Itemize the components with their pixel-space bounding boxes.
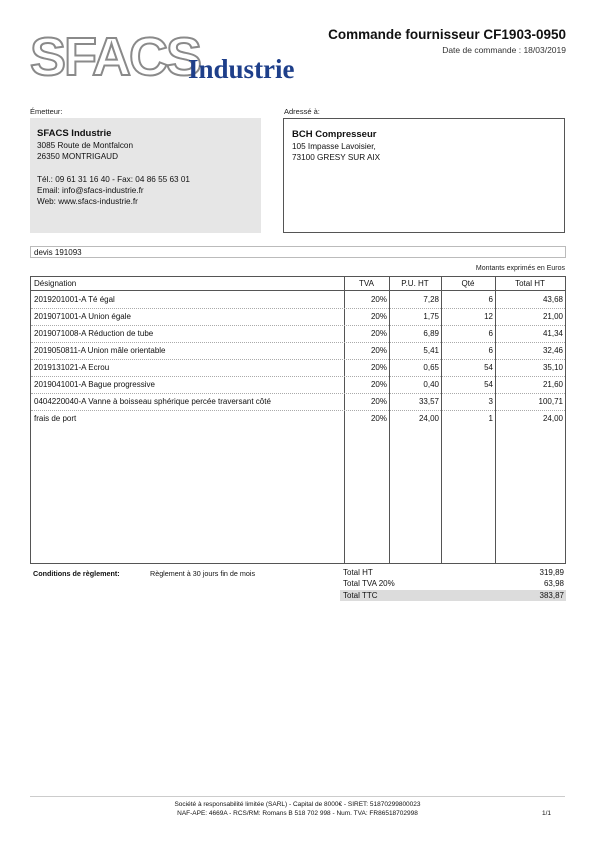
table-row xyxy=(31,325,565,343)
footer-legal-line1: Société à responsabilité limitée (SARL) - Capital de 8000€ - SIRET: 51870299800023 xyxy=(174,801,421,808)
emitter-address-line1: 3085 Route de Montfalcon xyxy=(37,141,134,150)
cell-total: 35,10 xyxy=(542,363,563,372)
cell-unit-price: 1,75 xyxy=(423,312,439,321)
total-ht-value: 319,89 xyxy=(539,568,564,577)
emitter-web: Web: www.sfacs-industrie.fr xyxy=(37,197,138,206)
cell-tva: 20% xyxy=(370,346,387,355)
table-row xyxy=(31,393,565,411)
footer-divider xyxy=(30,796,565,797)
col-header-quantity: Qté xyxy=(461,279,475,288)
payment-conditions-label: Conditions de règlement: xyxy=(33,569,120,578)
cell-total: 32,46 xyxy=(542,346,563,355)
cell-total: 41,34 xyxy=(542,329,563,338)
total-tva-label: Total TVA 20% xyxy=(343,579,395,588)
col-header-designation: Désignation xyxy=(34,279,77,288)
cell-quantity: 54 xyxy=(484,380,493,389)
recipient-address-line1: 105 Impasse Lavoisier, xyxy=(292,142,376,151)
cell-designation: 2019071001-A Union égale xyxy=(34,312,131,321)
cell-tva: 20% xyxy=(370,380,387,389)
items-table xyxy=(30,276,566,564)
cell-unit-price: 0,40 xyxy=(423,380,439,389)
cell-unit-price: 33,57 xyxy=(418,397,439,406)
footer-legal-line2: NAF-APE: 4669A - RCS/RM: Romans B 518 702 998 - Num. TVA: FR86518702998 xyxy=(177,810,418,817)
total-ht-label: Total HT xyxy=(343,568,373,577)
logo-industrie-text: Industrie xyxy=(188,54,295,84)
cell-tva: 20% xyxy=(370,397,387,406)
cell-unit-price: 0,65 xyxy=(423,363,439,372)
cell-total: 21,60 xyxy=(542,380,563,389)
emitter-label: Émetteur: xyxy=(30,107,63,116)
emitter-phone: Tél.: 09 61 31 16 40 - Fax: 04 86 55 63 01 xyxy=(37,175,190,184)
cell-quantity: 6 xyxy=(488,295,493,304)
document-title: Commande fournisseur CF1903-0950 xyxy=(328,27,566,42)
table-row xyxy=(31,359,565,377)
cell-total: 100,71 xyxy=(538,397,563,406)
cell-designation: 2019041001-A Bague progressive xyxy=(34,380,155,389)
table-row xyxy=(31,410,565,427)
cell-quantity: 54 xyxy=(484,363,493,372)
cell-unit-price: 6,89 xyxy=(423,329,439,338)
cell-tva: 20% xyxy=(370,312,387,321)
cell-unit-price: 5,41 xyxy=(423,346,439,355)
recipient-box xyxy=(283,118,565,233)
cell-total: 43,68 xyxy=(542,295,563,304)
emitter-address-line2: 26350 MONTRIGAUD xyxy=(37,152,118,161)
payment-conditions-value: Règlement à 30 jours fin de mois xyxy=(150,569,256,578)
devis-reference: devis 191093 xyxy=(30,246,566,258)
total-tva-value: 63,98 xyxy=(543,579,564,588)
cell-tva: 20% xyxy=(370,329,387,338)
cell-total: 21,00 xyxy=(542,312,563,321)
total-ht-row xyxy=(340,567,566,578)
cell-total: 24,00 xyxy=(542,414,563,423)
table-row xyxy=(31,308,565,326)
col-header-tva: TVA xyxy=(359,279,374,288)
company-logo xyxy=(30,27,320,90)
logo-brand-text: SFACS xyxy=(30,27,201,87)
table-row xyxy=(31,291,565,309)
col-header-total: Total HT xyxy=(515,279,545,288)
table-row xyxy=(31,342,565,360)
page-number: 1/1 xyxy=(541,810,551,817)
cell-quantity: 3 xyxy=(488,397,493,406)
total-ttc-label: Total TTC xyxy=(343,591,378,600)
recipient-address-line2: 73100 GRESY SUR AIX xyxy=(292,153,381,162)
emitter-email: Email: info@sfacs-industrie.fr xyxy=(37,186,144,195)
cell-designation: 2019201001-A Té égal xyxy=(34,295,115,304)
emitter-box xyxy=(30,118,261,233)
total-ttc-row xyxy=(340,590,566,601)
cell-quantity: 6 xyxy=(488,346,493,355)
cell-designation: frais de port xyxy=(34,414,77,423)
total-tva-row xyxy=(340,578,566,589)
cell-tva: 20% xyxy=(370,414,387,423)
cell-quantity: 1 xyxy=(488,414,493,423)
table-row xyxy=(31,376,565,394)
cell-quantity: 6 xyxy=(488,329,493,338)
cell-unit-price: 7,28 xyxy=(423,295,439,304)
cell-tva: 20% xyxy=(370,363,387,372)
recipient-label: Adressé à: xyxy=(284,107,320,116)
cell-designation: 2019071008-A Réduction de tube xyxy=(34,329,154,338)
col-header-unit-price: P.U. HT xyxy=(401,279,429,288)
total-ttc-value: 383,87 xyxy=(539,591,564,600)
emitter-name: SFACS Industrie xyxy=(37,128,112,139)
recipient-name: BCH Compresseur xyxy=(292,129,377,140)
cell-unit-price: 24,00 xyxy=(418,414,439,423)
cell-designation: 2019131021-A Ecrou xyxy=(34,363,110,372)
order-date: Date de commande : 18/03/2019 xyxy=(442,45,566,55)
cell-quantity: 12 xyxy=(484,312,493,321)
currency-note: Montants exprimés en Euros xyxy=(475,265,565,272)
cell-designation: 0404220040-A Vanne à boisseau sphérique percée traversant côté xyxy=(34,397,271,406)
cell-tva: 20% xyxy=(370,295,387,304)
cell-designation: 2019050811-A Union mâle orientable xyxy=(34,346,166,355)
